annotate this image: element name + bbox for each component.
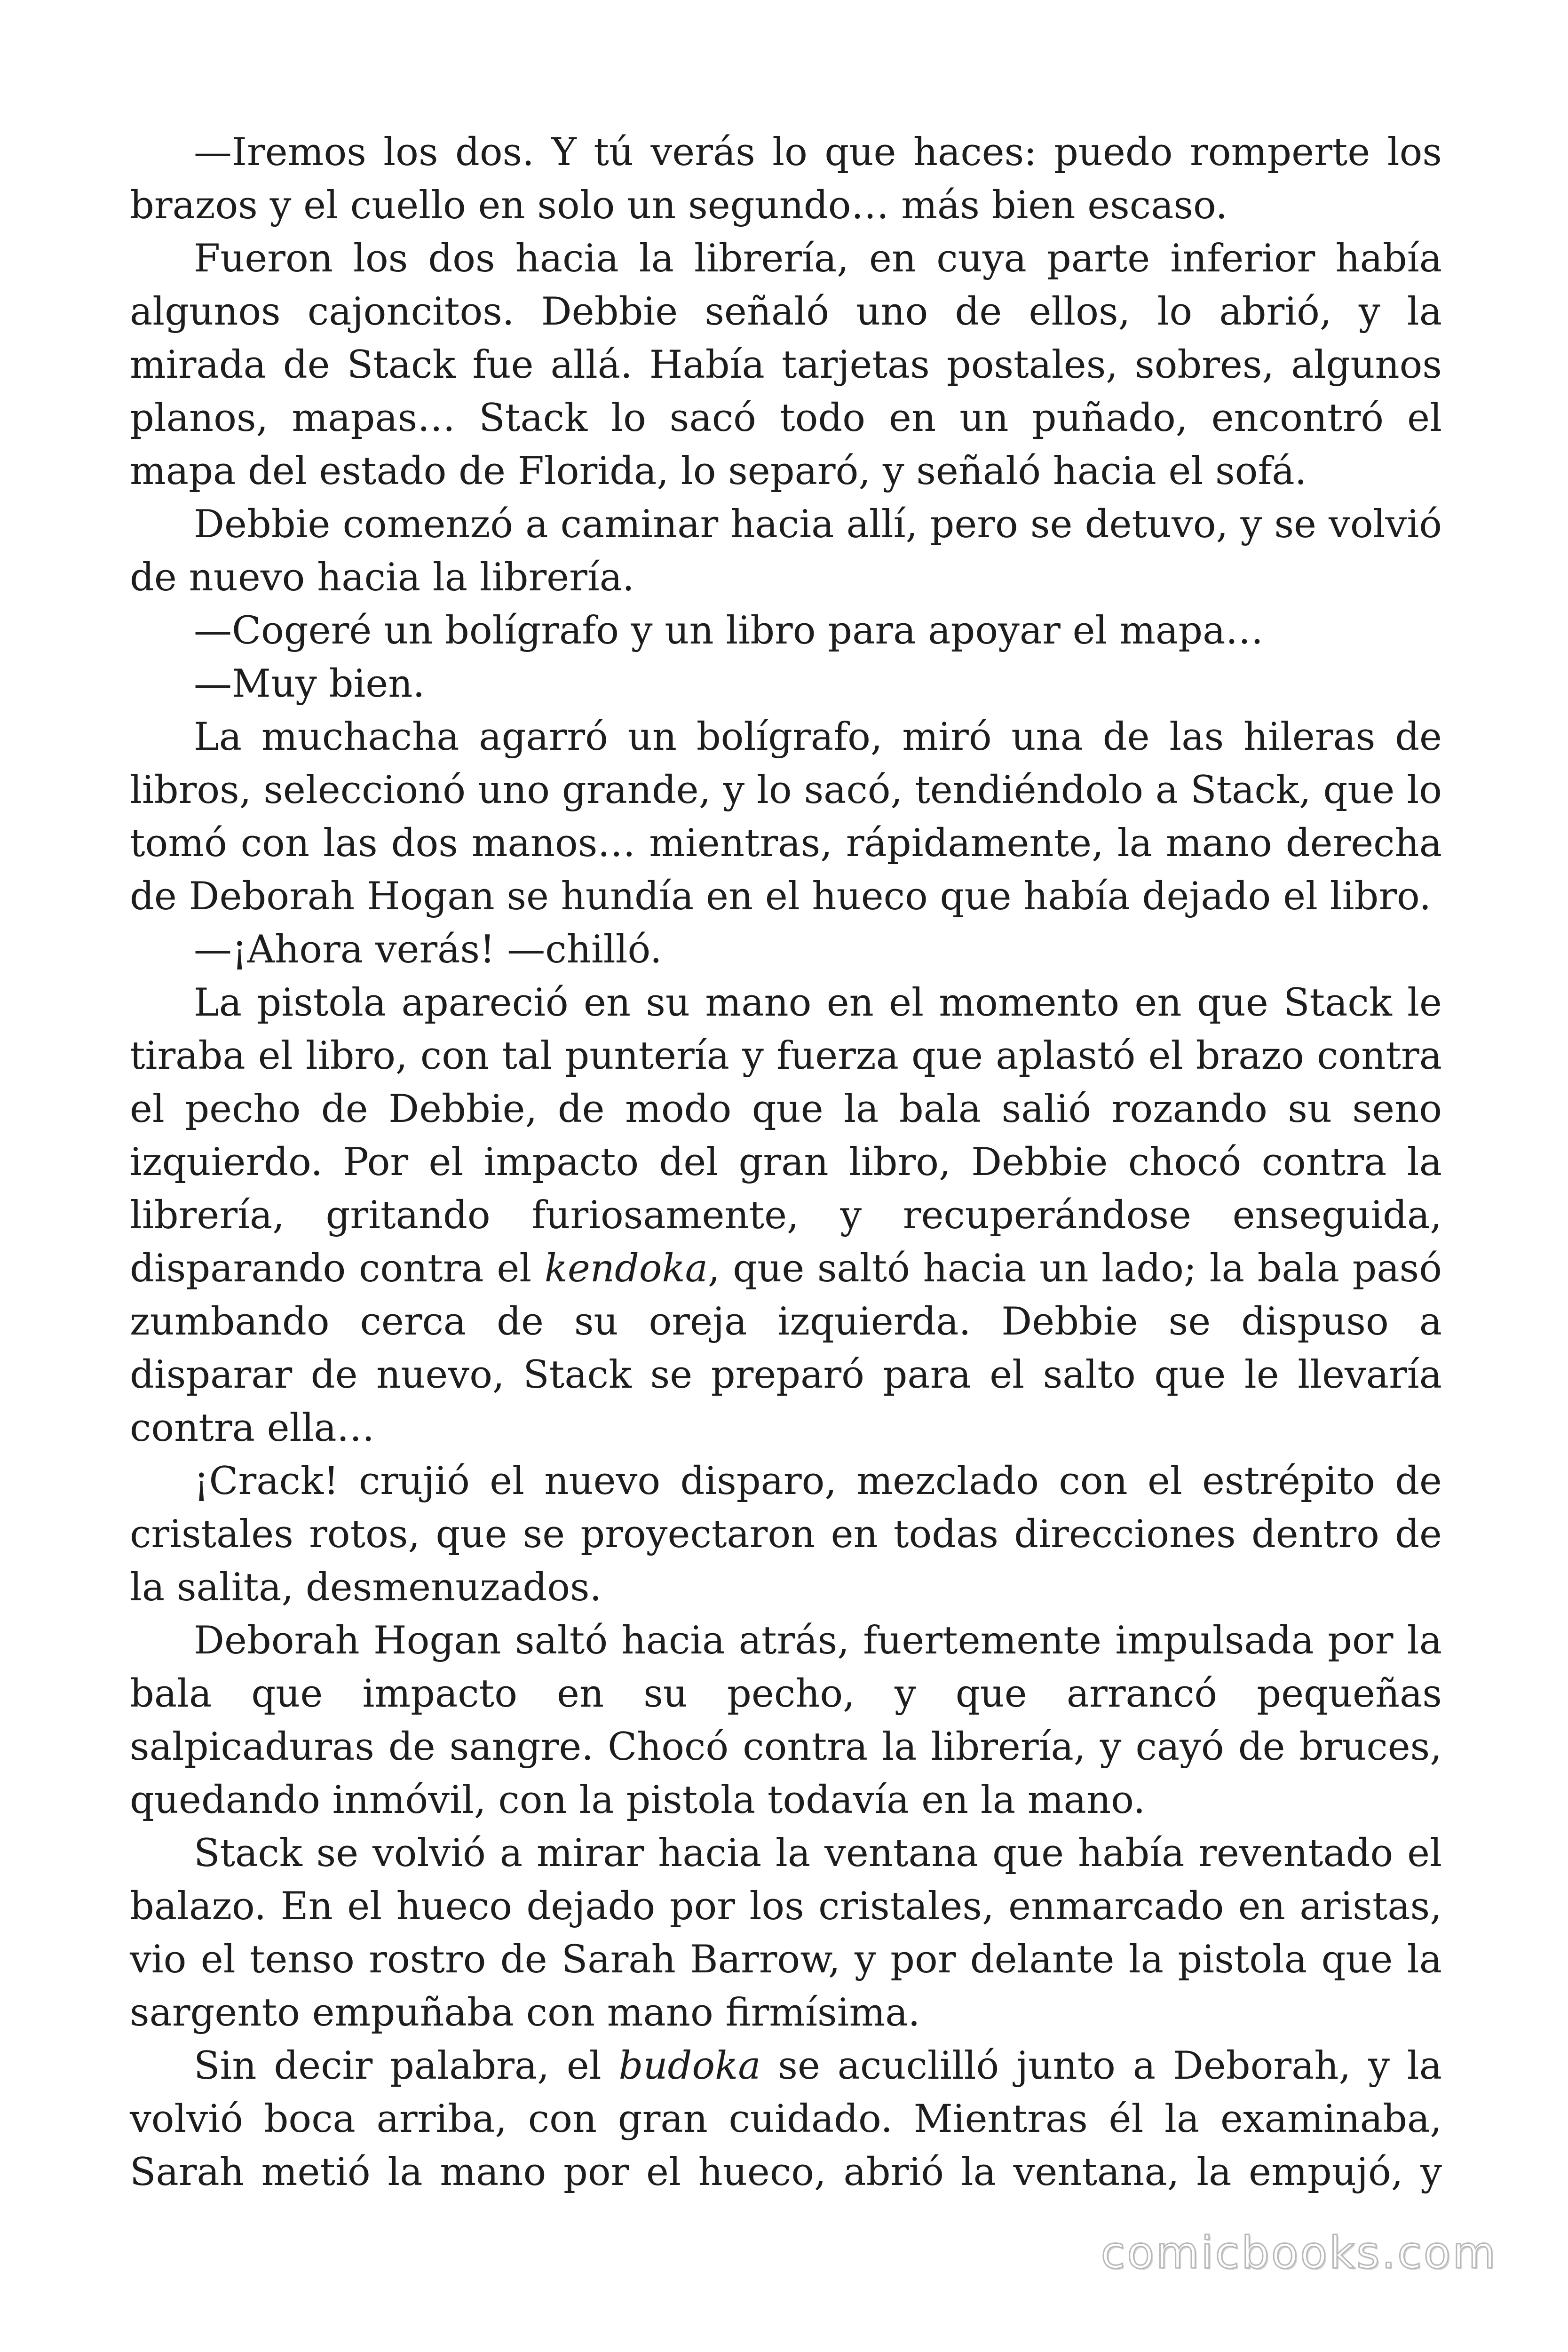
paragraph: La pistola apareció en su mano en el momento en que Stack le tiraba el libro, con tal puntería y fuerza que aplastó el brazo contra el pecho de Debbie, de modo que la bala salió rozando su seno izquierdo. Por el impacto del gran libro, Debbie chocó contra la librería, gritando furiosamente, y recuperándose enseguida, disparando contra el kendoka, que saltó hacia un lado; la bala pasó zumbando cerca de su oreja izquierda. Debbie se dispuso a disparar de nuevo, Stack se preparó para el salto que le llevaría contra ella… [130, 981, 1442, 1450]
book-page-text [130, 126, 1442, 2199]
paragraph: —Iremos los dos. Y tú verás lo que haces: puedo romperte los brazos y el cuello en solo un segundo… más bien escaso. [130, 130, 1442, 228]
paragraph: Fueron los dos hacia la librería, en cuya parte inferior había algunos cajoncitos. Debbie señaló uno de ellos, lo abrió, y la mirada de Stack fue allá. Había tarjetas postales, sobres, algunos planos, mapas… Stack lo sacó todo en un puñado, encontró el mapa del estado de Florida, lo separó, y señaló hacia el sofá. [130, 237, 1442, 493]
italic-term: budoka [618, 2044, 761, 2088]
paragraph: Sin decir palabra, el budoka se acuclilló junto a Deborah, y la volvió boca arriba, con gran cuidado. Mientras él la examinaba, Sarah metió la mano por el hueco, abrió la ventana, la empujó, y [130, 2044, 1442, 2194]
paragraph: La muchacha agarró un bolígrafo, miró una de las hileras de libros, seleccionó uno grande, y lo sacó, tendiéndolo a Stack, que lo tomó con las dos manos… mientras, rápidamente, la mano derecha de Deborah Hogan se hundía en el hueco que había dejado el libro. [130, 715, 1442, 919]
paragraph: —¡Ahora verás! —chilló. [194, 928, 662, 972]
paragraph: ¡Crack! crujió el nuevo disparo, mezclado con el estrépito de cristales rotos, que se proyectaron en todas direcciones dentro de la salita, desmenuzados. [130, 1459, 1442, 1610]
italic-term: kendoka [544, 1247, 708, 1291]
paragraph: —Muy bien. [194, 662, 425, 706]
paragraph: Stack se volvió a mirar hacia la ventana que había reventado el balazo. En el hueco dejado por los cristales, enmarcado en aristas, vio el tenso rostro de Sarah Barrow, y por delante la pistola que la sargento empuñaba con mano firmísima. [130, 1831, 1442, 2035]
watermark-logo: comicbooks.com [1101, 2227, 1497, 2279]
paragraph: —Cogeré un bolígrafo y un libro para apoyar el mapa… [194, 609, 1264, 653]
paragraph: Deborah Hogan saltó hacia atrás, fuertemente impulsada por la bala que impacto en su pecho, y que arrancó pequeñas salpicaduras de sangre. Chocó contra la librería, y cayó de bruces, quedando inmóvil, con la pistola todavía en la mano. [130, 1619, 1442, 1822]
paragraph: Debbie comenzó a caminar hacia allí, pero se detuvo, y se volvió de nuevo hacia la librería. [130, 502, 1442, 600]
